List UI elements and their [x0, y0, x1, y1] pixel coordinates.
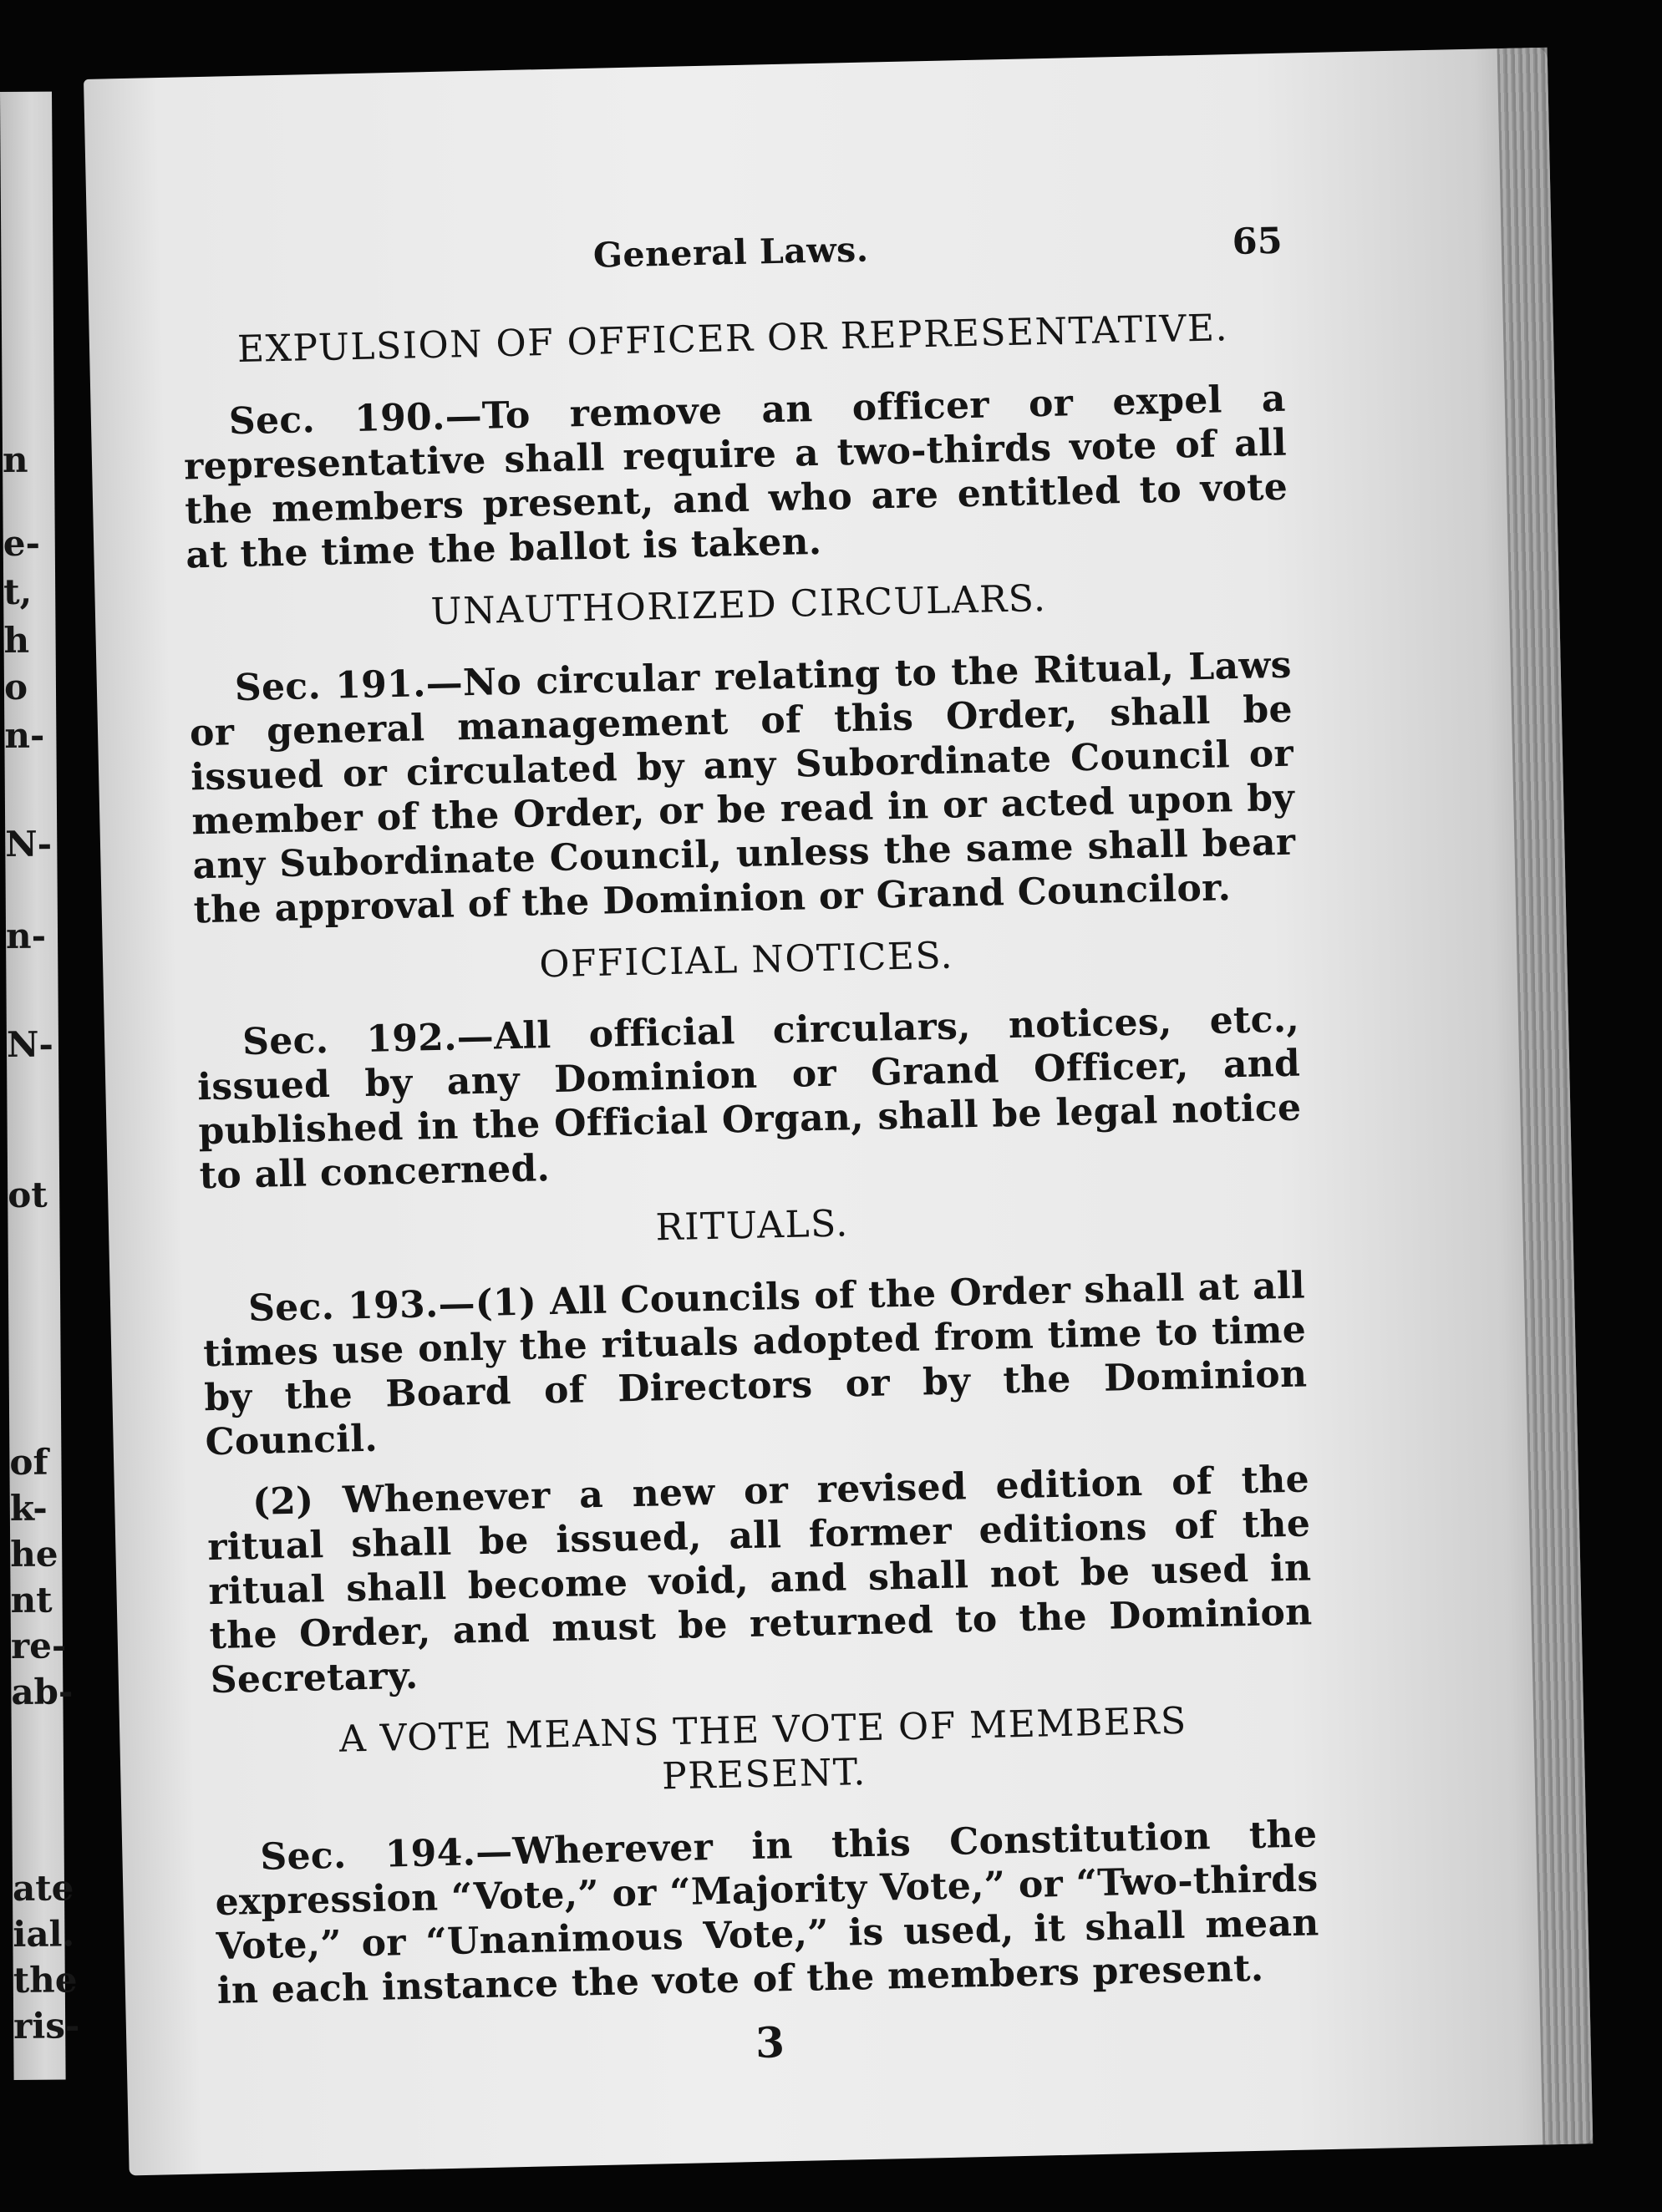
left-fragment: n-	[5, 915, 47, 956]
left-fragment: h	[3, 619, 30, 661]
left-fragment: t,	[3, 571, 33, 612]
left-fragment: ris-	[13, 2005, 80, 2047]
section-paragraph: (2) Whenever a new or revised edition of the ritual shall be issued, all former editions of the ritual shall become void, and shall not be used in the Order, and must be returned to the Dominion Secretary.	[206, 1458, 1313, 1702]
section-paragraph: Sec. 190.—To remove an officer or expel a representative shall require a two-thirds vote of all the members present, and who are entitled to vote at the time the ballot is taken.	[183, 377, 1288, 577]
book-page	[84, 48, 1593, 2176]
left-page-sliver	[0, 92, 80, 2080]
running-title: General Laws.	[592, 229, 869, 276]
running-header	[179, 221, 1283, 312]
left-fragment: ial.	[13, 1913, 75, 1955]
section-paragraph: Sec. 191.—No circular relating to the Ritual, Laws or general management of this Order, shall be issued or circulated by any Subordinate Council or member of the Order, or be read in or acted upon by any Subordinate Council, unless the same shall bear the approval of the Dominion or Grand Councilor.	[189, 643, 1296, 931]
left-fragment: ab-	[11, 1671, 74, 1712]
left-fragment: o	[3, 666, 28, 708]
section-paragraph: Sec. 194.—Wherever in this Constitution the expression “Vote,” or “Majority Vote,” or “Two-thirds Vote,” or “Unanimous Vote,” is used, it shall mean in each instance the vote of the members present.	[215, 1813, 1320, 2012]
left-fragment: e-	[3, 522, 41, 564]
left-fragment: n-	[4, 714, 45, 756]
page-edge-shading	[1497, 48, 1593, 2145]
section-heading: UNAUTHORIZED CIRCULARS.	[430, 576, 1047, 633]
page-text-block	[179, 221, 1322, 2079]
section-paragraph: Sec. 192.—All official circulars, notices, etc., issued by any Dominion or Grand Officer, and published in the Official Organ, shall be legal notice to all concerned.	[196, 997, 1302, 1198]
page-number: 65	[1232, 220, 1283, 264]
section-paragraph: Sec. 193.—(1) All Councils of the Order shall at all times use only the rituals adopted from time to time by the Board of Directors or by the Dominion Council.	[202, 1264, 1308, 1464]
left-fragment: of	[9, 1441, 48, 1483]
section-heading: EXPULSION OF OFFICER OR REPRESENTATIVE.	[236, 307, 1229, 372]
left-fragment: the	[13, 1959, 78, 2001]
left-fragment: re-	[10, 1625, 67, 1667]
left-fragment: n	[2, 439, 28, 480]
section-heading: A VOTE MEANS THE VOTE OF MEMBERS PRESENT.	[338, 1699, 1188, 1799]
left-fragment: ot	[8, 1174, 48, 1215]
signature-mark: 3	[755, 2017, 785, 2067]
left-fragment: k-	[9, 1487, 48, 1529]
section-heading: OFFICIAL NOTICES.	[538, 934, 954, 986]
left-fragment: N-	[6, 1023, 53, 1065]
left-fragment: ate	[12, 1867, 74, 1909]
left-fragment: nt	[10, 1579, 53, 1621]
left-fragment: he	[10, 1533, 58, 1575]
left-fragment: N-	[5, 823, 53, 865]
section-heading: RITUALS.	[655, 1202, 850, 1250]
